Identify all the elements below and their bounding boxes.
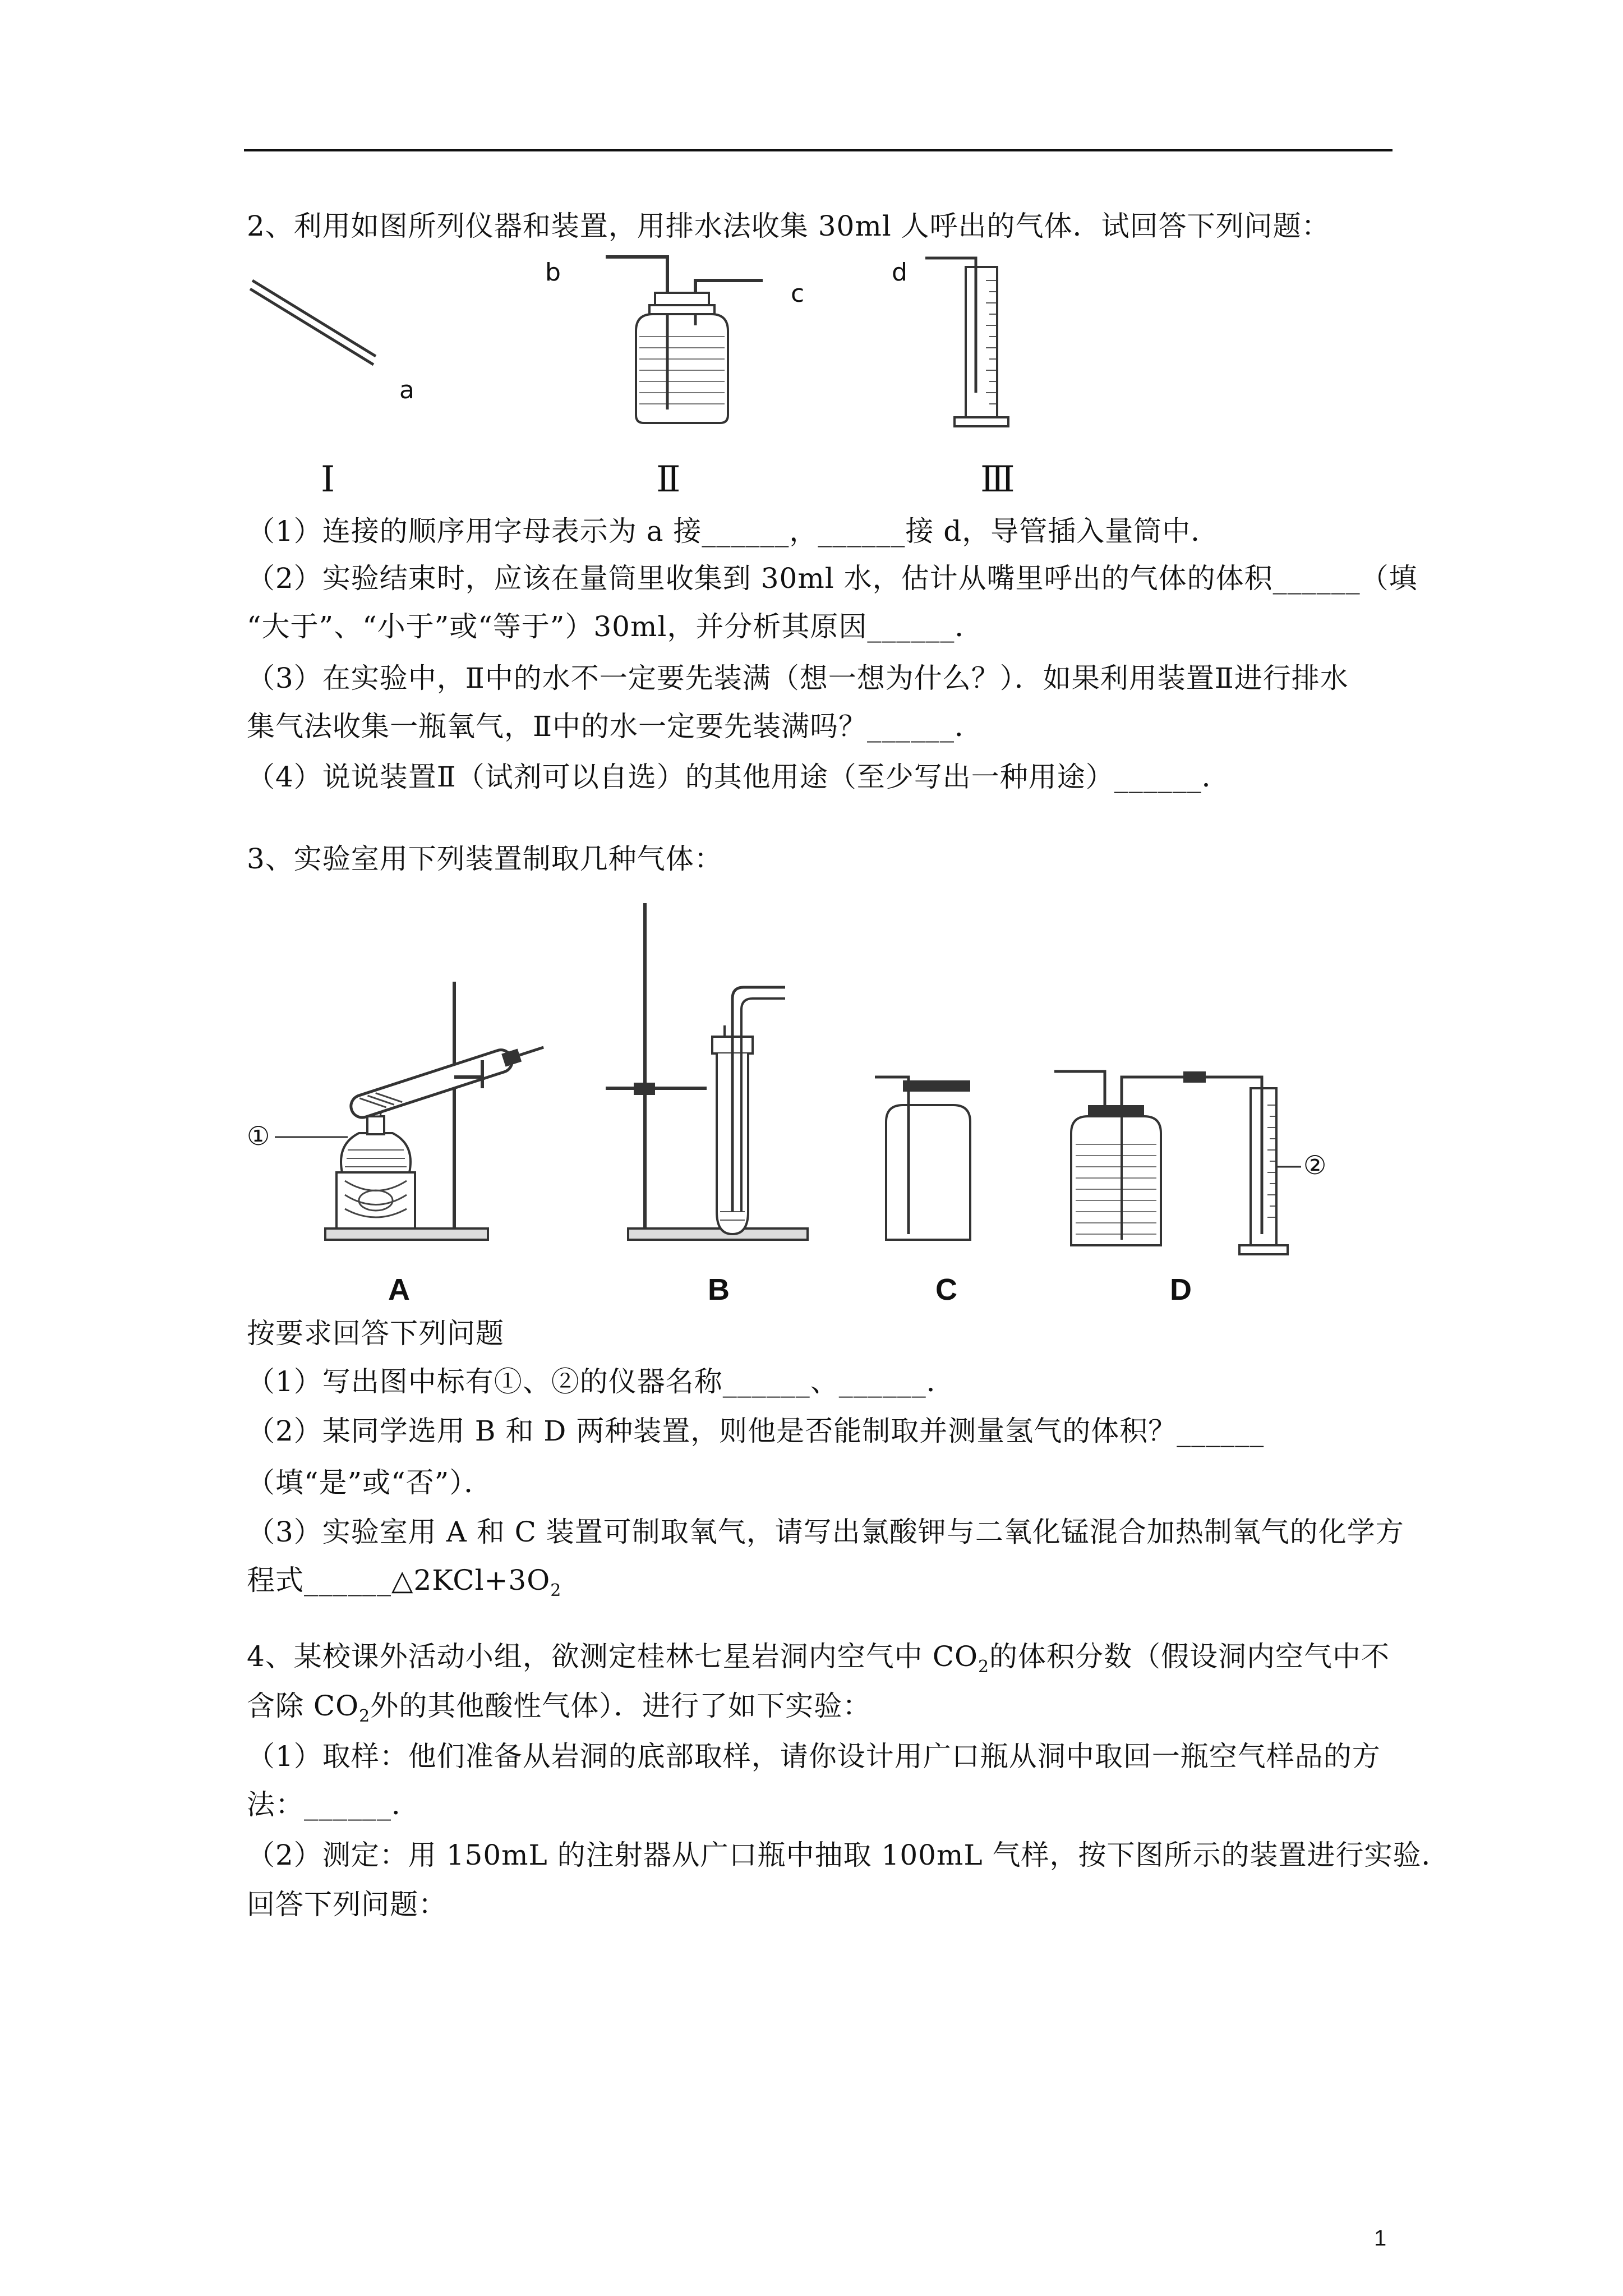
q3-part-3-line-1: （3）实验室用 A 和 C 装置可制取氧气，请写出氯酸钾与二氧化锰混合加热制氧气的化学方 <box>247 1516 1404 1548</box>
q3-part-2-line-2: （填“是”或“否”）． <box>247 1466 493 1499</box>
caption-C: C <box>935 1273 957 1306</box>
mark-2-graduated-cylinder: ② <box>1303 1150 1327 1180</box>
q4-title-line-1 <box>247 1639 1390 1685</box>
q2-part-3-line-1: （3）在实验中，Ⅱ中的水不一定要先装满（想一想为什么？）．如果利用装置Ⅱ进行排水 <box>247 662 1349 694</box>
q3-equation-text: 程式______△2KCl+3O <box>247 1564 551 1596</box>
label-b: b <box>545 258 561 287</box>
page-number: 1 <box>1374 2226 1387 2251</box>
q3-title: 3、实验室用下列装置制取几种气体： <box>247 843 723 875</box>
q2-part-4: （4）说说装置Ⅱ（试剂可以自选）的其他用途（至少写出一种用途）______． <box>247 761 1230 793</box>
q4-part-2-line-2: 回答下列问题： <box>247 1888 447 1921</box>
numeral-I: Ⅰ <box>321 459 335 500</box>
q2-part-3-line-2: 集气法收集一瓶氧气，Ⅱ中的水一定要先装满吗？______． <box>247 710 983 743</box>
q2-graduated-cylinder-III-figure <box>920 247 1032 438</box>
label-d: d <box>892 258 907 287</box>
q4-title-line-2 <box>247 1688 871 1734</box>
q2-tube-I-figure <box>247 258 404 393</box>
q3-part-3-line-2 <box>247 1563 561 1608</box>
q4-l2-subscript: 2 <box>359 1706 371 1726</box>
numeral-II: Ⅱ <box>656 459 681 500</box>
q4-l2-pre: 含除 CO <box>247 1690 359 1722</box>
q2-part-1: （1）连接的顺序用字母表示为 a 接______，______接 d，导管插入量筒中． <box>247 515 1220 547</box>
mark-1-leader-line <box>275 1134 348 1140</box>
caption-B: B <box>708 1273 730 1306</box>
q3-equation-subscript: 2 <box>550 1581 562 1600</box>
q4-l1-subscript: 2 <box>978 1657 990 1677</box>
q4-l1-post: 的体积分数（假设洞内空气中不 <box>989 1640 1390 1673</box>
q3-part-1: （1）写出图中标有①、②的仪器名称______、______． <box>247 1365 955 1398</box>
q3-intro: 按要求回答下列问题 <box>247 1317 504 1350</box>
label-c: c <box>791 279 805 308</box>
caption-A: A <box>388 1273 410 1306</box>
apparatus-C-figure <box>869 1066 981 1257</box>
q4-l2-post: 外的其他酸性气体）．进行了如下实验： <box>370 1690 872 1722</box>
mark-1-alcohol-lamp: ① <box>247 1121 270 1151</box>
q4-part-2-line-1: （2）测定：用 150mL 的注射器从广口瓶中抽取 100mL 气样，按下图所示的装置进行实验． <box>247 1839 1450 1871</box>
q2-title: 2、利用如图所列仪器和装置，用排水法收集 30ml 人呼出的气体．试回答下列问题： <box>247 210 1330 242</box>
caption-D: D <box>1170 1273 1192 1306</box>
q4-l1-pre: 4、某校课外活动小组，欲测定桂林七星岩洞内空气中 CO <box>247 1640 978 1673</box>
apparatus-A-figure <box>314 965 561 1257</box>
label-a: a <box>399 376 414 404</box>
q2-gas-bottle-II-figure <box>594 247 785 438</box>
q2-part-2-line-1: （2）实验结束时，应该在量筒里收集到 30ml 水，估计从嘴里呼出的气体的体积______（填 <box>247 562 1418 595</box>
q3-part-2-line-1: （2）某同学选用 B 和 D 两种装置，则他是否能制取并测量氢气的体积？______ <box>247 1415 1265 1447</box>
q2-part-2-line-2: “大于”、“小于”或“等于”）30ml，并分析其原因______． <box>247 610 984 643</box>
q4-part-1-line-2: 法：______． <box>247 1788 420 1821</box>
apparatus-D-figure <box>1049 1055 1307 1268</box>
header-rule <box>244 149 1393 151</box>
apparatus-B-figure <box>600 898 813 1257</box>
numeral-III: Ⅲ <box>980 459 1015 500</box>
q4-part-1-line-1: （1）取样：他们准备从岩洞的底部取样，请你设计用广口瓶从洞中取回一瓶空气样品的方 <box>247 1740 1381 1773</box>
